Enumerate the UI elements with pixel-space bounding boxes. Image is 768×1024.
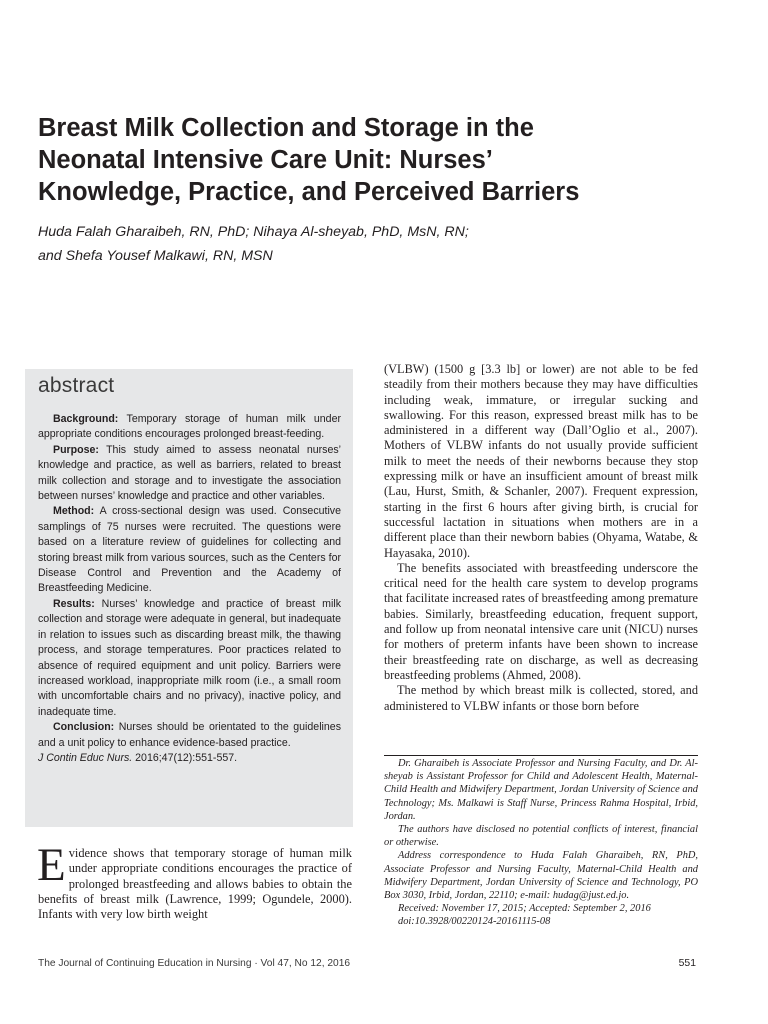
title-line-1: Breast Milk Collection and Storage in the bbox=[38, 114, 534, 142]
title-line-2: Neonatal Intensive Care Unit: Nurses’ bbox=[38, 146, 493, 174]
abstract-body bbox=[38, 412, 341, 766]
footnote-doi: doi:10.3928/00220124-20161115-08 bbox=[398, 916, 551, 928]
footnote-divider bbox=[384, 755, 698, 756]
abstract-purpose bbox=[38, 443, 341, 505]
body-paragraph-1: (VLBW) (1500 g [3.3 lb] or lower) are not able to be fed steadily from their mothers because they may have difficulties including weak, immature, or irregular sucking and swallowing. For this reason, expressed breast milk has to be administered in a different way (Dall’Oglio et al., 2007). Mothers of VLBW infants do not usually provide sufficient milk to meet the needs of their newborns because they stop expressing milk or have an insufficient amount of breast milk (Lau, Hurst, Smith, & Schanler, 2007). Frequent expression, starting in the first 6 hours after giving birth, is crucial for successful lactation in situations when mothers are in a different place than their newborn babies (Ohyama, Watabe, & Hayasaka, 2010). bbox=[384, 362, 698, 560]
abstract-background bbox=[38, 412, 341, 443]
method-label: Method: bbox=[53, 505, 95, 518]
footnote-dates: Received: November 17, 2015; Accepted: September 2, 2016 bbox=[398, 903, 651, 915]
citation-details: 2016;47(12):551-557. bbox=[132, 751, 238, 764]
author-footnotes bbox=[384, 757, 698, 929]
footer-journal-name: The Journal of Continuing Education in Nursing · Vol 47, No 12, 2016 bbox=[38, 958, 351, 969]
purpose-text: This study aimed to assess neonatal nurses’ knowledge and practice, as well as barriers, related to breast milk collection and storage and to investigate the association between nurses’ knowledge and practice and other variables. bbox=[38, 443, 341, 503]
results-label: Results: bbox=[53, 597, 95, 610]
author-line-1: Huda Falah Gharaibeh, RN, PhD; Nihaya Al-sheyab, PhD, MsN, RN; bbox=[38, 224, 469, 240]
article-title bbox=[38, 112, 738, 208]
title-line-3: Knowledge, Practice, and Perceived Barriers bbox=[38, 178, 580, 206]
body-column bbox=[384, 362, 698, 714]
abstract-conclusion bbox=[38, 720, 341, 751]
abstract-results bbox=[38, 597, 341, 720]
body-paragraph-2: The benefits associated with breastfeeding underscore the critical need for the health care system to develop programs that facilitate increased rates of breastfeeding among premature babies. Similarly, breastfeeding education, frequent support, and follow up from neonatal intensive care unit (NICU) nurses for mothers of preterm infants have been shown to increase their breastfeeding rate on discharge, as well as decreasing breastfeeding problems (Ahmed, 2008). bbox=[384, 560, 698, 682]
purpose-label: Purpose: bbox=[53, 443, 99, 456]
drop-cap: E bbox=[37, 839, 66, 891]
author-list bbox=[38, 220, 738, 268]
method-text: A cross-sectional design was used. Consecutive samplings of 75 nurses were recruited. The questions were based on a literature review of guidelines for collecting and storing breast milk from various sources, such as the Centers for Disease Control and Prevention and the Academy of Breastfeeding Medicine. bbox=[38, 505, 341, 595]
intro-paragraph bbox=[37, 839, 352, 922]
intro-text: vidence shows that temporary storage of human milk under appropriate conditions encourages the practice of prolonged breastfeeding and allows babies to obtain the benefits of breast milk (Lawrence, 1999; Ogundele, 2000). Infants with very low birth weight bbox=[38, 846, 352, 922]
abstract-method bbox=[38, 504, 341, 596]
results-text: Nurses’ knowledge and practice of breast milk collection and storage were adequate in general, but inadequate in relation to issues such as discarding breast milk, the thawing process, and storage temperatures. Poor practices related to absence of required equipment and unit policy. Barriers were increased workload, inappropriate milk room (i.e., a small room with uncomfortable chairs and no privacy), inactive policy, and inadequate time. bbox=[38, 597, 341, 718]
footnote-conflicts: The authors have disclosed no potential conflicts of interest, financial or otherwise. bbox=[384, 824, 698, 849]
background-text: Temporary storage of human milk under appropriate conditions encourages prolonged breast-feeding. bbox=[38, 413, 341, 441]
body-paragraph-3: The method by which breast milk is collected, stored, and administered to VLBW infants or those born before bbox=[384, 683, 698, 713]
abstract-heading: abstract bbox=[38, 374, 115, 397]
footnote-affiliations: Dr. Gharaibeh is Associate Professor and Nursing Faculty, and Dr. Al-sheyab is Assistant Professor for Child and Adolescent Health, Maternal-Child Health and Midwifery Department, Jordan University of Science and Technology; Ms. Malkawi is Staff Nurse, Princess Rahma Hospital, Irbid, Jordan. bbox=[384, 758, 698, 822]
conclusion-text: Nurses should be orientated to the guidelines and a unit policy to enhance evidence-based practice. bbox=[38, 721, 341, 749]
page-number: 551 bbox=[678, 958, 696, 969]
abstract-citation bbox=[38, 751, 341, 766]
background-label: Background: bbox=[53, 413, 119, 425]
citation-journal: J Contin Educ Nurs. bbox=[38, 751, 133, 764]
footnote-correspondence: Address correspondence to Huda Falah Gharaibeh, RN, PhD, Associate Professor and Nursing Faculty, Maternal-Child Health and Midwifery Department, Jordan University of Science and Technology, PO Box 3030, Irbid, Jordan, 22110; e-mail: hudag@just.ed.jo. bbox=[384, 850, 698, 902]
author-line-2: and Shefa Yousef Malkawi, RN, MSN bbox=[38, 248, 273, 264]
conclusion-label: Conclusion: bbox=[53, 721, 115, 734]
